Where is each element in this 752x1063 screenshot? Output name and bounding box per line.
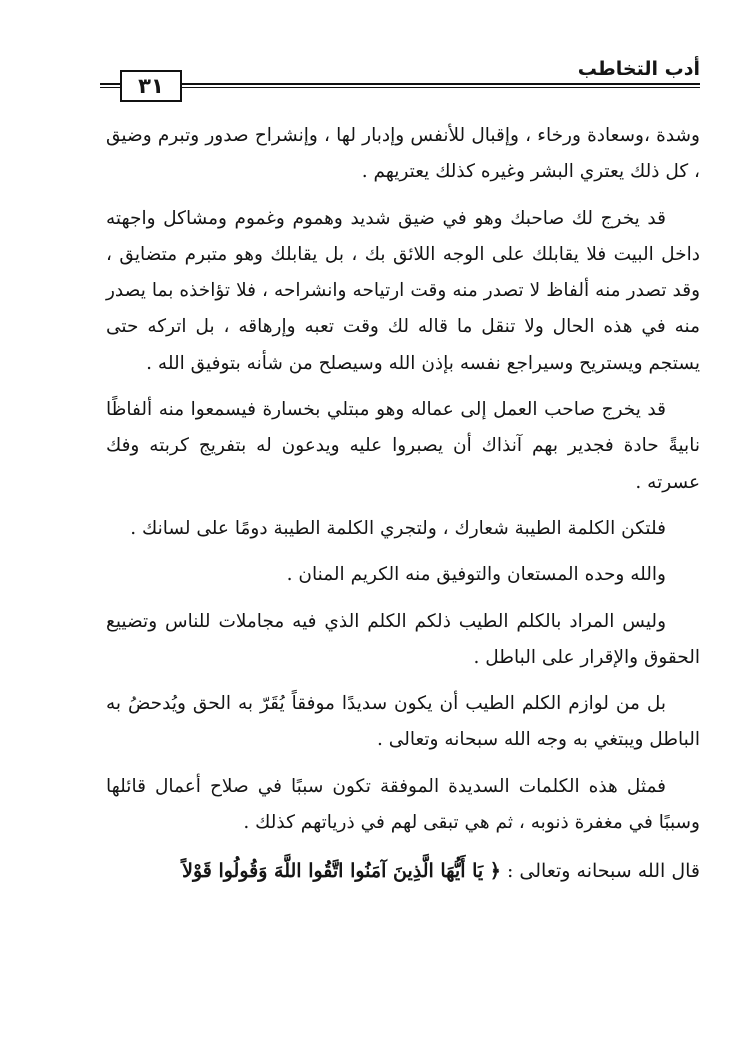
paragraph-2: قد يخرج لك صاحبك وهو في ضيق شديد وهموم وغموم ومشاكل واجهته داخل البيت فلا يقابلك على الوجه اللائق بك ، بل يقابلك وهو متبرم متضايق ، وقد تصدر منه ألفاظ لا تصدر منه وقت ارتياحه وانشراحه ، فلا تؤاخذه بما يصدر منه في هذه الحال ولا تنقل ما قاله لك وقت تعبه وإرهاقه ، بل اتركه حتى يستجم ويستريح وسيراجع نفسه بإذن الله وسيصلح من شأنه بتوفيق الله . [106, 207, 700, 374]
header-rule [182, 83, 700, 88]
paragraph-3: قد يخرج صاحب العمل إلى عماله وهو مبتلي بخسارة فيسمعوا منه ألفاظًا نابيةً حادة فجدير بهم آنذاك أن يصبروا عليه ويدعون له بتفريج كربته وفك عسرته . [106, 399, 700, 493]
page-body [106, 118, 700, 889]
paragraph-7: بل من لوازم الكلم الطيب أن يكون سديدًا موفقاً يُقَرّ به الحق ويُدحضُ به الباطل ويبتغي به وجه الله سبحانه وتعالى . [106, 693, 700, 751]
paragraph-8: فمثل هذه الكلمات السديدة الموفقة تكون سببًا في صلاح أعمال قائلها وسببًا في مغفرة ذنوبه ، ثم هي تبقى لهم في ذرياتهم كذلك . [106, 775, 700, 834]
header-rule-left [100, 83, 120, 88]
paragraph-1: وشدة ،وسعادة ورخاء ، وإقبال للأنفس وإدبار لها ، وإنشراح صدور وتبرم وضيق ، كل ذلك يعتري البشر وغيره كذلك يعتريهم . [106, 125, 700, 183]
paragraph-5: والله وحده المستعان والتوفيق منه الكريم المنان . [286, 564, 666, 586]
book-title: أدب التخاطب [577, 58, 700, 80]
paragraph-4: فلتكن الكلمة الطيبة شعارك ، ولتجري الكلمة الطيبة دومًا على لسانك . [130, 517, 666, 539]
page-number: ٣١ [120, 70, 182, 102]
verse-intro: قال الله سبحانه وتعالى : [506, 860, 700, 883]
paragraph-6: وليس المراد بالكلم الطيب ذلكم الكلم الذي فيه مجاملات للناس وتضييع الحقوق والإقرار على الباطل . [106, 610, 700, 668]
page-header [100, 56, 700, 102]
verse-text: ﴿ يَا أَيُّهَا الَّذِينَ آمَنُوا اتَّقُوا اللَّهَ وَقُولُوا قَوْلاً [182, 860, 501, 883]
quran-verse-line [106, 853, 700, 889]
